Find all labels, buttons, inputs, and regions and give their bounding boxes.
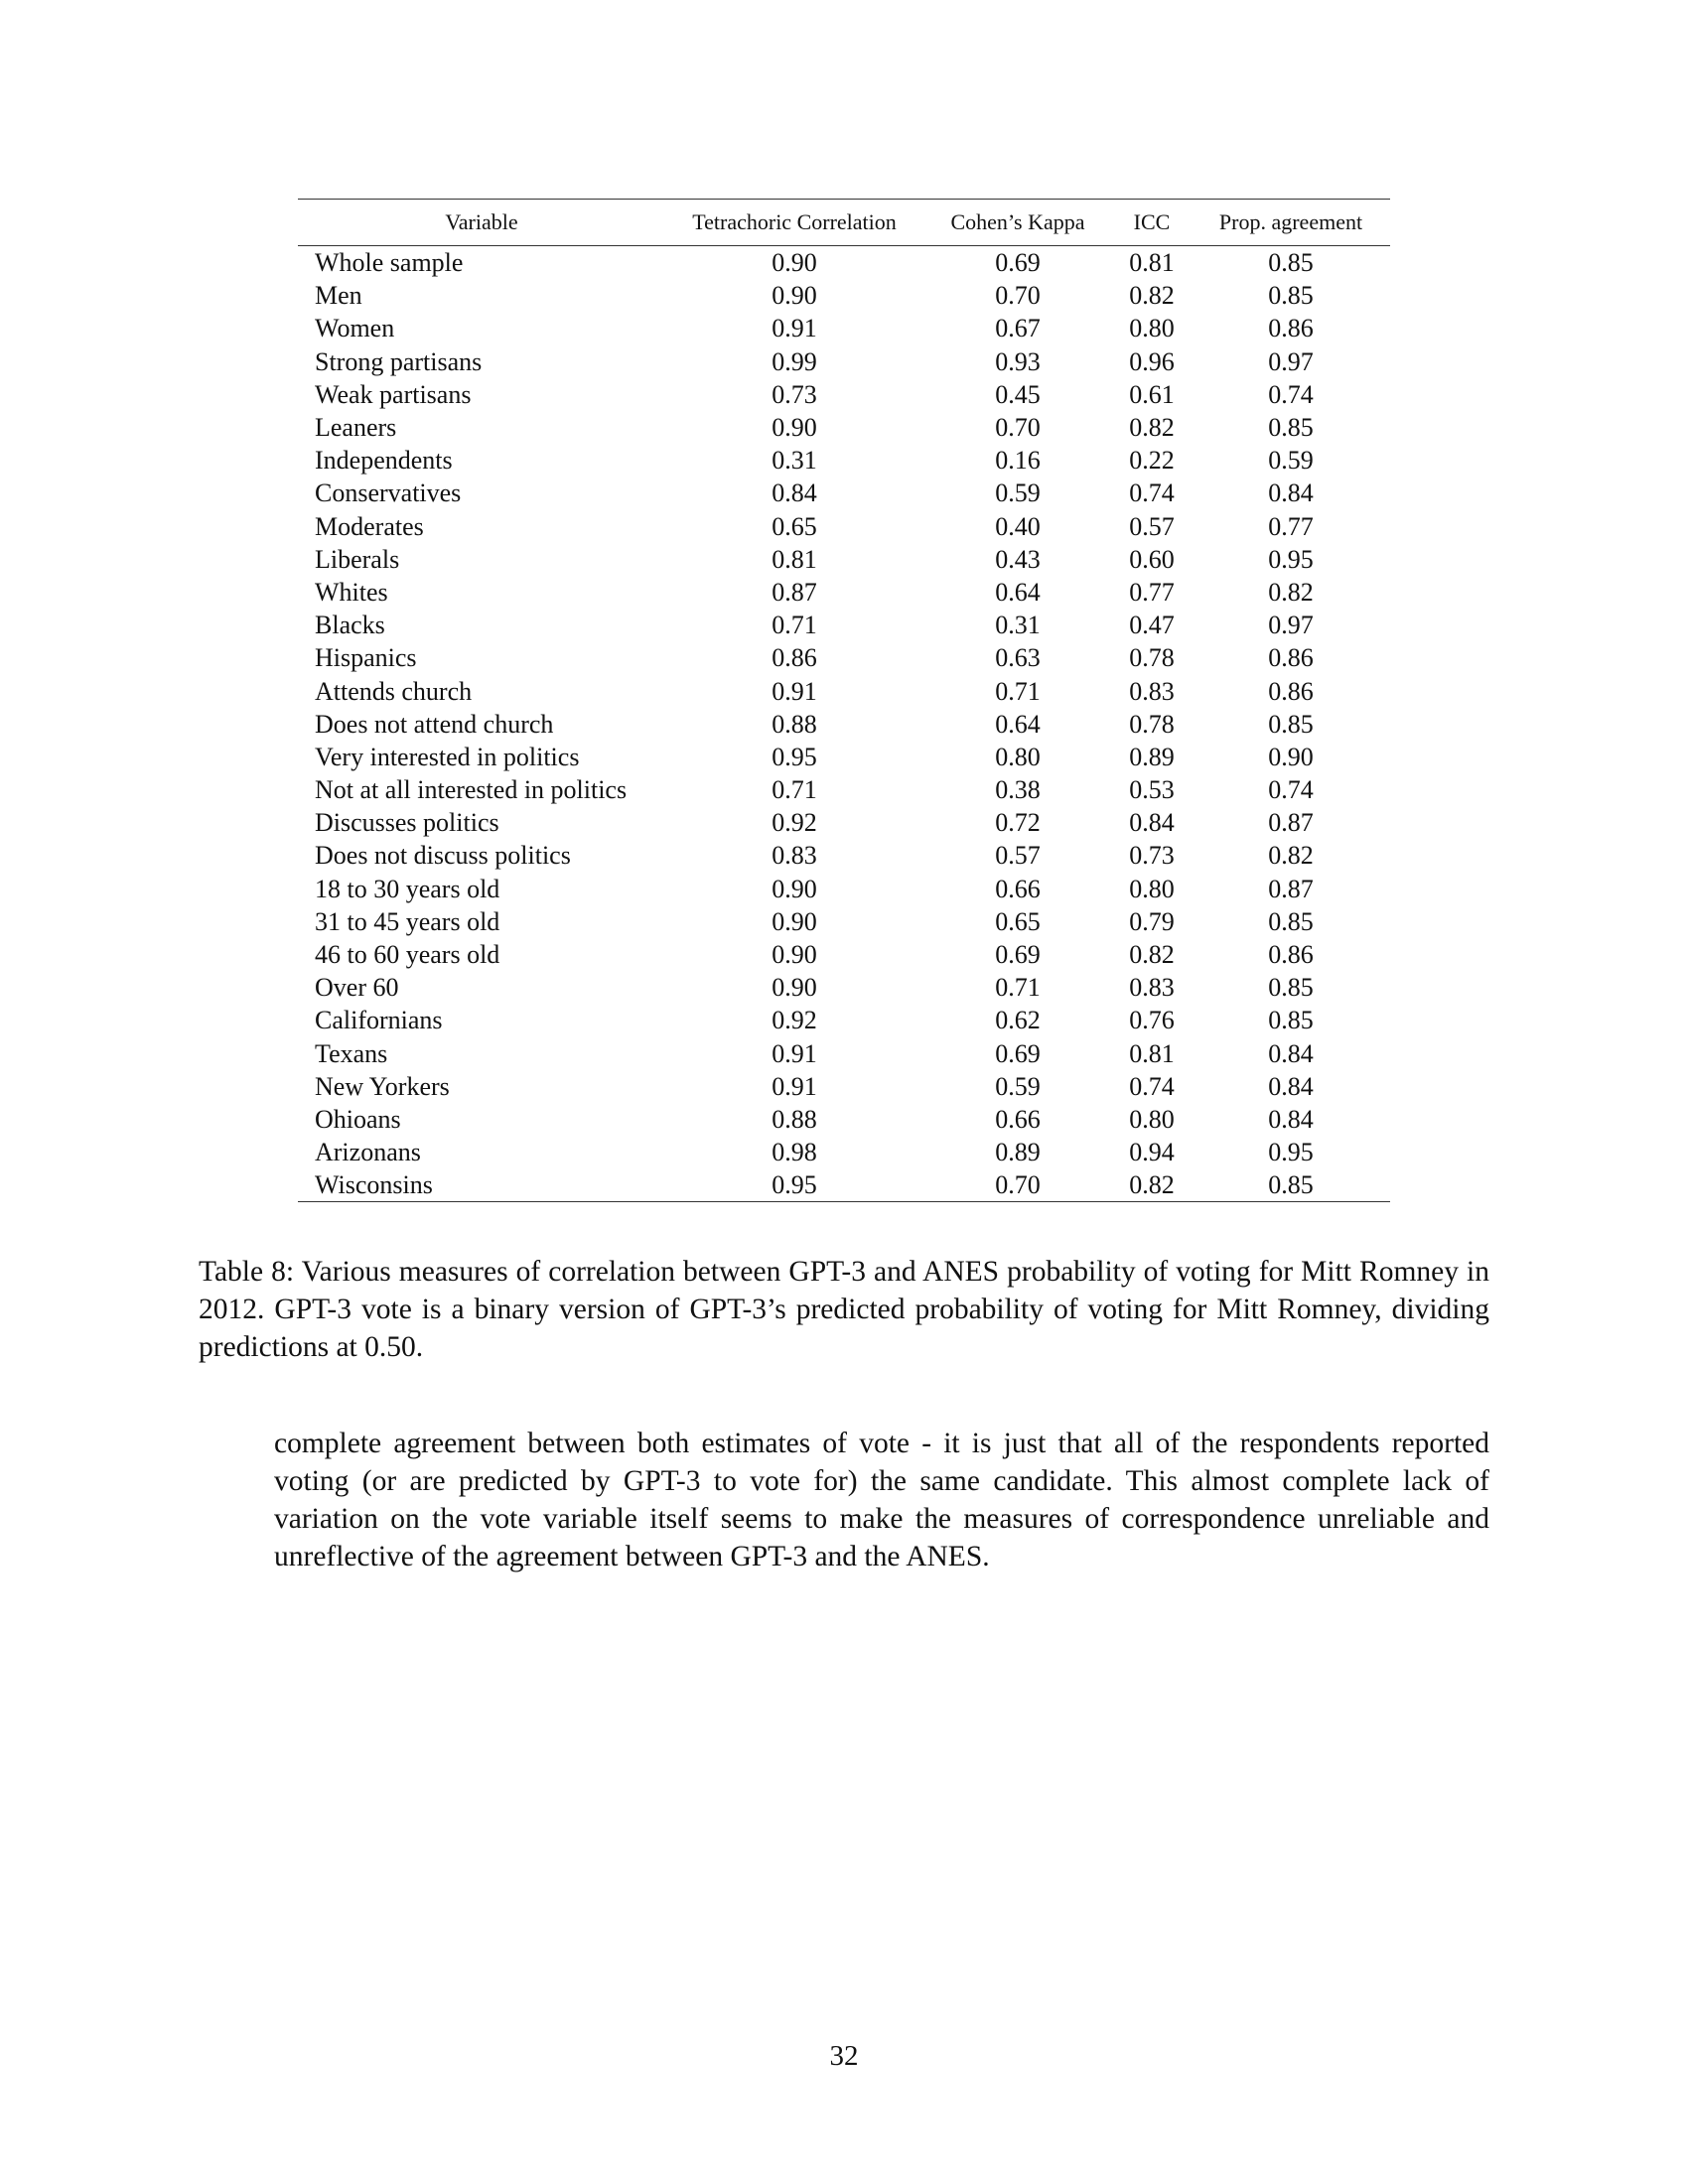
cell-prop-agreement: 0.82	[1268, 577, 1314, 607]
cell-tetrachoric-correlation: 0.90	[772, 940, 817, 970]
table-row	[298, 1103, 1390, 1136]
cell-prop-agreement: 0.85	[1268, 709, 1314, 739]
cell-tetrachoric-correlation: 0.91	[772, 1071, 817, 1101]
cell-cohens-kappa: 0.72	[995, 808, 1041, 838]
cell-tetrachoric-correlation: 0.90	[772, 906, 817, 936]
cell-icc: 0.83	[1129, 676, 1175, 706]
cell-tetrachoric-correlation: 0.90	[772, 973, 817, 1003]
cell-prop-agreement: 0.85	[1268, 906, 1314, 936]
cell-variable: Does not attend church	[315, 709, 554, 739]
cell-prop-agreement: 0.77	[1268, 511, 1314, 541]
cell-tetrachoric-correlation: 0.81	[772, 544, 817, 574]
cell-variable: Arizonans	[315, 1138, 421, 1167]
cell-prop-agreement: 0.85	[1268, 248, 1314, 278]
cell-tetrachoric-correlation: 0.95	[772, 1170, 817, 1200]
header-cohens-kappa: Cohen’s Kappa	[923, 200, 1112, 246]
cell-icc: 0.82	[1129, 940, 1175, 970]
cell-cohens-kappa: 0.69	[995, 1038, 1041, 1068]
cell-cohens-kappa: 0.40	[995, 511, 1041, 541]
table-row	[298, 345, 1390, 378]
cell-tetrachoric-correlation: 0.84	[772, 478, 817, 508]
cell-icc: 0.53	[1129, 775, 1175, 805]
cell-cohens-kappa: 0.89	[995, 1138, 1041, 1167]
cell-variable: Whole sample	[315, 248, 464, 278]
table-row	[298, 641, 1390, 674]
cell-icc: 0.76	[1129, 1006, 1175, 1035]
cell-cohens-kappa: 0.70	[995, 281, 1041, 311]
cell-cohens-kappa: 0.43	[995, 544, 1041, 574]
table-header-row	[298, 200, 1390, 246]
table-row	[298, 873, 1390, 905]
cell-prop-agreement: 0.82	[1268, 841, 1314, 871]
cell-tetrachoric-correlation: 0.91	[772, 676, 817, 706]
cell-tetrachoric-correlation: 0.71	[772, 775, 817, 805]
cell-tetrachoric-correlation: 0.71	[772, 611, 817, 640]
cell-tetrachoric-correlation: 0.73	[772, 379, 817, 409]
table-row	[298, 477, 1390, 509]
cell-icc: 0.61	[1129, 379, 1175, 409]
cell-icc: 0.83	[1129, 973, 1175, 1003]
cell-tetrachoric-correlation: 0.88	[772, 709, 817, 739]
cell-icc: 0.73	[1129, 841, 1175, 871]
cell-variable: Attends church	[315, 676, 473, 706]
cell-icc: 0.80	[1129, 314, 1175, 343]
cell-icc: 0.82	[1129, 1170, 1175, 1200]
table-row	[298, 905, 1390, 938]
cell-icc: 0.57	[1129, 511, 1175, 541]
cell-cohens-kappa: 0.67	[995, 314, 1041, 343]
cell-variable: Leaners	[315, 413, 397, 443]
cell-icc: 0.89	[1129, 742, 1175, 771]
cell-variable: Very interested in politics	[315, 742, 580, 771]
table-row	[298, 971, 1390, 1004]
results-table-container	[298, 199, 1390, 1202]
table-row	[298, 510, 1390, 543]
table-row	[298, 938, 1390, 971]
cell-icc: 0.74	[1129, 1071, 1175, 1101]
cell-icc: 0.60	[1129, 544, 1175, 574]
page-number: 32	[829, 2040, 859, 2072]
cell-prop-agreement: 0.74	[1268, 775, 1314, 805]
table-row	[298, 708, 1390, 741]
cell-variable: 18 to 30 years old	[315, 874, 500, 903]
cell-cohens-kappa: 0.66	[995, 1104, 1041, 1134]
cell-prop-agreement: 0.85	[1268, 413, 1314, 443]
cell-prop-agreement: 0.84	[1268, 1038, 1314, 1068]
table-header	[298, 200, 1390, 246]
cell-prop-agreement: 0.86	[1268, 314, 1314, 343]
cell-icc: 0.74	[1129, 478, 1175, 508]
cell-icc: 0.77	[1129, 577, 1175, 607]
cell-cohens-kappa: 0.93	[995, 346, 1041, 376]
cell-prop-agreement: 0.87	[1268, 808, 1314, 838]
cell-icc: 0.80	[1129, 874, 1175, 903]
cell-prop-agreement: 0.74	[1268, 379, 1314, 409]
table-row	[298, 741, 1390, 773]
cell-cohens-kappa: 0.69	[995, 248, 1041, 278]
cell-tetrachoric-correlation: 0.88	[772, 1104, 817, 1134]
cell-tetrachoric-correlation: 0.90	[772, 281, 817, 311]
cell-tetrachoric-correlation: 0.65	[772, 511, 817, 541]
cell-icc: 0.82	[1129, 281, 1175, 311]
table-row	[298, 279, 1390, 312]
body-paragraph: complete agreement between both estimates of vote - it is just that all of the respondents reported voting (or are predicted by GPT-3 to vote for) the same candidate. This almost complete lack of variation on the vote variable itself seems to make the measures of correspondence unreliable and unreflective of the agreement between GPT-3 and the ANES.	[274, 1427, 1489, 1573]
cell-tetrachoric-correlation: 0.92	[772, 808, 817, 838]
cell-tetrachoric-correlation: 0.90	[772, 248, 817, 278]
cell-cohens-kappa: 0.31	[995, 611, 1041, 640]
table-row	[298, 1136, 1390, 1168]
cell-tetrachoric-correlation: 0.90	[772, 413, 817, 443]
table-row	[298, 1037, 1390, 1070]
cell-icc: 0.84	[1129, 808, 1175, 838]
table-row	[298, 1070, 1390, 1103]
cell-tetrachoric-correlation: 0.87	[772, 577, 817, 607]
cell-cohens-kappa: 0.70	[995, 1170, 1041, 1200]
cell-icc: 0.78	[1129, 709, 1175, 739]
header-icc: ICC	[1112, 200, 1192, 246]
cell-variable: 46 to 60 years old	[315, 940, 500, 970]
cell-icc: 0.22	[1129, 446, 1175, 476]
cell-cohens-kappa: 0.64	[995, 709, 1041, 739]
table-row	[298, 378, 1390, 411]
cell-variable: Texans	[315, 1038, 388, 1068]
cell-tetrachoric-correlation: 0.98	[772, 1138, 817, 1167]
table-row	[298, 246, 1390, 280]
cell-prop-agreement: 0.84	[1268, 478, 1314, 508]
cell-tetrachoric-correlation: 0.83	[772, 841, 817, 871]
cell-tetrachoric-correlation: 0.31	[772, 446, 817, 476]
cell-variable: Moderates	[315, 511, 424, 541]
table-row	[298, 674, 1390, 707]
table-row	[298, 312, 1390, 344]
cell-tetrachoric-correlation: 0.99	[772, 346, 817, 376]
cell-variable: Women	[315, 314, 395, 343]
cell-cohens-kappa: 0.65	[995, 906, 1041, 936]
table-row	[298, 773, 1390, 806]
cell-icc: 0.81	[1129, 1038, 1175, 1068]
cell-variable: Liberals	[315, 544, 400, 574]
cell-cohens-kappa: 0.16	[995, 446, 1041, 476]
cell-cohens-kappa: 0.45	[995, 379, 1041, 409]
cell-cohens-kappa: 0.70	[995, 413, 1041, 443]
cell-cohens-kappa: 0.80	[995, 742, 1041, 771]
cell-cohens-kappa: 0.57	[995, 841, 1041, 871]
cell-cohens-kappa: 0.71	[995, 676, 1041, 706]
cell-tetrachoric-correlation: 0.95	[772, 742, 817, 771]
header-variable: Variable	[298, 200, 665, 246]
cell-variable: Independents	[315, 446, 453, 476]
cell-cohens-kappa: 0.69	[995, 940, 1041, 970]
table-caption: Table 8: Various measures of correlation between GPT-3 and ANES probability of voting for Mitt Romney in 2012. GPT-3 vote is a binary version of GPT-3’s predicted probability of voting for Mitt Romney, dividing predictions at 0.50.	[199, 1255, 1489, 1363]
cell-prop-agreement: 0.84	[1268, 1071, 1314, 1101]
cell-variable: Californians	[315, 1006, 443, 1035]
correlation-table	[298, 199, 1390, 1202]
cell-prop-agreement: 0.87	[1268, 874, 1314, 903]
cell-tetrachoric-correlation: 0.92	[772, 1006, 817, 1035]
cell-icc: 0.80	[1129, 1104, 1175, 1134]
cell-variable: Does not discuss politics	[315, 841, 571, 871]
cell-prop-agreement: 0.59	[1268, 446, 1314, 476]
cell-prop-agreement: 0.85	[1268, 1006, 1314, 1035]
cell-tetrachoric-correlation: 0.91	[772, 314, 817, 343]
cell-prop-agreement: 0.97	[1268, 346, 1314, 376]
table-row	[298, 806, 1390, 839]
cell-variable: Men	[315, 281, 362, 311]
cell-variable: New Yorkers	[315, 1071, 450, 1101]
cell-tetrachoric-correlation: 0.90	[772, 874, 817, 903]
cell-prop-agreement: 0.90	[1268, 742, 1314, 771]
cell-variable: Blacks	[315, 611, 385, 640]
table-row	[298, 609, 1390, 641]
cell-variable: Weak partisans	[315, 379, 472, 409]
cell-prop-agreement: 0.85	[1268, 281, 1314, 311]
cell-cohens-kappa: 0.66	[995, 874, 1041, 903]
cell-variable: Wisconsins	[315, 1170, 433, 1200]
cell-icc: 0.82	[1129, 413, 1175, 443]
table-row	[298, 444, 1390, 477]
cell-icc: 0.78	[1129, 643, 1175, 673]
header-prop-agreement: Prop. agreement	[1192, 200, 1390, 246]
cell-variable: Not at all interested in politics	[315, 775, 628, 805]
cell-variable: Strong partisans	[315, 346, 483, 376]
cell-icc: 0.94	[1129, 1138, 1175, 1167]
cell-prop-agreement: 0.86	[1268, 940, 1314, 970]
table-row	[298, 411, 1390, 444]
cell-prop-agreement: 0.97	[1268, 611, 1314, 640]
cell-cohens-kappa: 0.63	[995, 643, 1041, 673]
cell-icc: 0.96	[1129, 346, 1175, 376]
cell-tetrachoric-correlation: 0.91	[772, 1038, 817, 1068]
table-row	[298, 1168, 1390, 1202]
cell-cohens-kappa: 0.64	[995, 577, 1041, 607]
cell-variable: Conservatives	[315, 478, 462, 508]
cell-icc: 0.47	[1129, 611, 1175, 640]
cell-prop-agreement: 0.86	[1268, 676, 1314, 706]
cell-prop-agreement: 0.85	[1268, 973, 1314, 1003]
cell-prop-agreement: 0.84	[1268, 1104, 1314, 1134]
table-row	[298, 839, 1390, 872]
table-row	[298, 543, 1390, 576]
cell-cohens-kappa: 0.71	[995, 973, 1041, 1003]
cell-icc: 0.79	[1129, 906, 1175, 936]
cell-variable: Whites	[315, 577, 388, 607]
cell-cohens-kappa: 0.59	[995, 1071, 1041, 1101]
table-row	[298, 1004, 1390, 1036]
cell-prop-agreement: 0.86	[1268, 643, 1314, 673]
cell-icc: 0.81	[1129, 248, 1175, 278]
table-row	[298, 576, 1390, 609]
cell-cohens-kappa: 0.59	[995, 478, 1041, 508]
cell-variable: 31 to 45 years old	[315, 906, 500, 936]
cell-variable: Ohioans	[315, 1104, 401, 1134]
cell-variable: Hispanics	[315, 643, 417, 673]
table-body	[298, 246, 1390, 1202]
cell-cohens-kappa: 0.62	[995, 1006, 1041, 1035]
cell-prop-agreement: 0.95	[1268, 544, 1314, 574]
cell-variable: Discusses politics	[315, 808, 499, 838]
cell-variable: Over 60	[315, 973, 399, 1003]
cell-prop-agreement: 0.85	[1268, 1170, 1314, 1200]
cell-tetrachoric-correlation: 0.86	[772, 643, 817, 673]
cell-prop-agreement: 0.95	[1268, 1138, 1314, 1167]
cell-cohens-kappa: 0.38	[995, 775, 1041, 805]
header-tetrachoric-correlation: Tetrachoric Correlation	[665, 200, 923, 246]
